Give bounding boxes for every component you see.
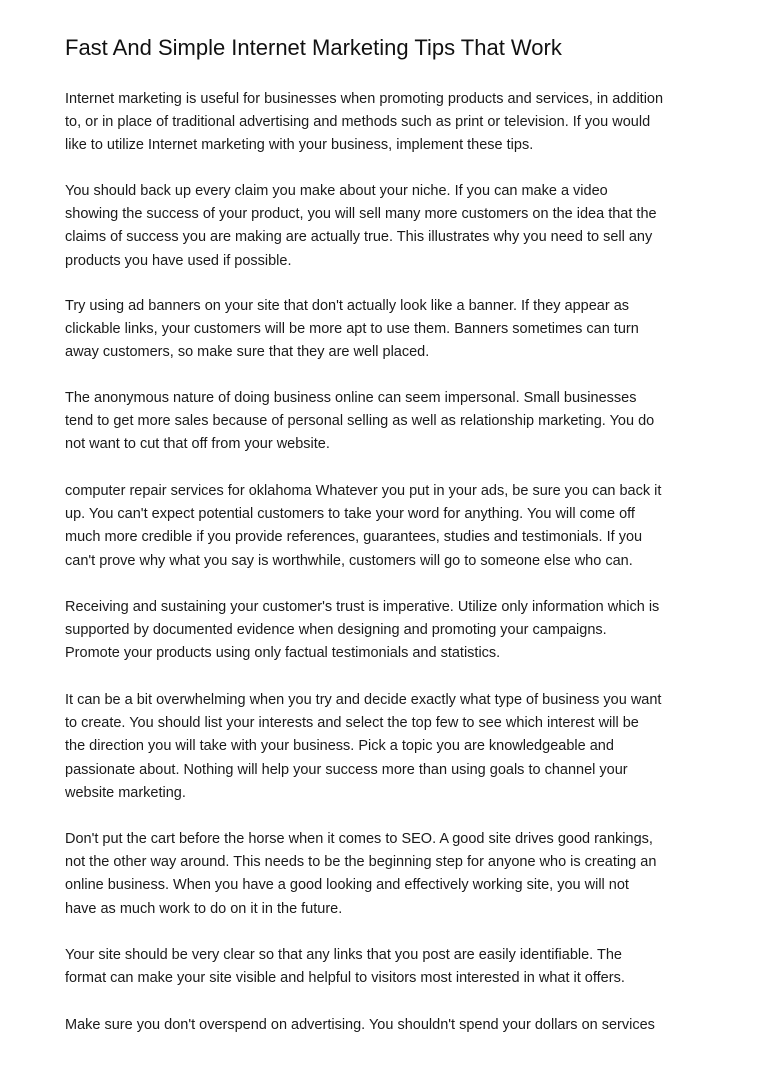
paragraph xyxy=(65,88,715,158)
paragraph-line: passionate about. Nothing will help your success more than using goals to channel your xyxy=(65,761,628,778)
paragraph xyxy=(65,828,715,921)
document-title: Fast And Simple Internet Marketing Tips That Work xyxy=(65,35,562,60)
paragraph-line: tend to get more sales because of personal selling as well as relationship marketing. You do xyxy=(65,413,655,430)
paragraph xyxy=(65,689,715,805)
paragraph-line: not the other way around. This needs to be the beginning step for anyone who is creating an xyxy=(65,854,657,871)
paragraph xyxy=(65,295,715,365)
paragraph-line: can't prove why what you say is worthwhile, customers will go to someone else who can. xyxy=(65,552,633,569)
paragraph-line: products you have used if possible. xyxy=(65,252,292,269)
paragraph-line: The anonymous nature of doing business online can seem impersonal. Small businesses xyxy=(65,390,637,406)
paragraph xyxy=(65,944,715,990)
paragraph-line: Your site should be very clear so that any links that you post are easily identifiable. The xyxy=(65,947,622,963)
paragraph-line: Don't put the cart before the horse when it comes to SEO. A good site drives good rankings, xyxy=(65,831,653,847)
paragraph-line: online business. When you have a good looking and effectively working site, you will not xyxy=(65,877,629,894)
paragraph-line: to, or in place of traditional advertising and methods such as print or television. If you would xyxy=(65,114,651,131)
paragraph-line: You should back up every claim you make about your niche. If you can make a video xyxy=(65,183,608,199)
paragraph-line: clickable links, your customers will be more apt to use them. Banners sometimes can turn xyxy=(65,321,639,338)
paragraph-line: the direction you will take with your business. Pick a topic you are knowledgeable and xyxy=(65,738,614,755)
paragraph-line: computer repair services for oklahoma Whatever you put in your ads, be sure you can back it xyxy=(65,483,662,499)
paragraph-line: claims of success you are making are actually true. This illustrates why you need to sell any xyxy=(65,229,653,246)
paragraph-line: Promote your products using only factual testimonials and statistics. xyxy=(65,645,501,662)
paragraph-line: supported by documented evidence when designing and promoting your campaigns. xyxy=(65,622,607,639)
paragraph xyxy=(65,596,715,666)
paragraph xyxy=(65,1014,715,1037)
paragraph-line: away customers, so make sure that they are well placed. xyxy=(65,344,430,361)
paragraph-line: website marketing. xyxy=(65,784,186,801)
paragraph-line: Make sure you don't overspend on advertising. You shouldn't spend your dollars on services xyxy=(65,1017,655,1033)
paragraph xyxy=(65,480,715,573)
paragraph xyxy=(65,387,715,457)
paragraph-line: not want to cut that off from your website. xyxy=(65,436,330,453)
paragraph-line: have as much work to do on it in the future. xyxy=(65,900,343,917)
paragraph-line: Try using ad banners on your site that don't actually look like a banner. If they appear as xyxy=(65,298,630,314)
paragraph-line: up. You can't expect potential customers to take your word for anything. You will come off xyxy=(65,506,635,523)
paragraph-line: format can make your site visible and helpful to visitors most interested in what it offers. xyxy=(65,970,625,987)
paragraph-line: like to utilize Internet marketing with your business, implement these tips. xyxy=(65,137,534,154)
paragraph-line: to create. You should list your interests and select the top few to see which interest will be xyxy=(65,715,639,732)
paragraph-line: much more credible if you provide references, guarantees, studies and testimonials. If you xyxy=(65,529,643,546)
paragraph-line: Internet marketing is useful for businesses when promoting products and services, in addition xyxy=(65,91,664,107)
paragraph xyxy=(65,180,715,273)
paragraph-line: showing the success of your product, you will sell many more customers on the idea that the xyxy=(65,206,657,223)
paragraph-line: Receiving and sustaining your customer's trust is imperative. Utilize only information which is xyxy=(65,599,660,615)
paragraph-line: It can be a bit overwhelming when you try and decide exactly what type of business you want xyxy=(65,692,662,708)
